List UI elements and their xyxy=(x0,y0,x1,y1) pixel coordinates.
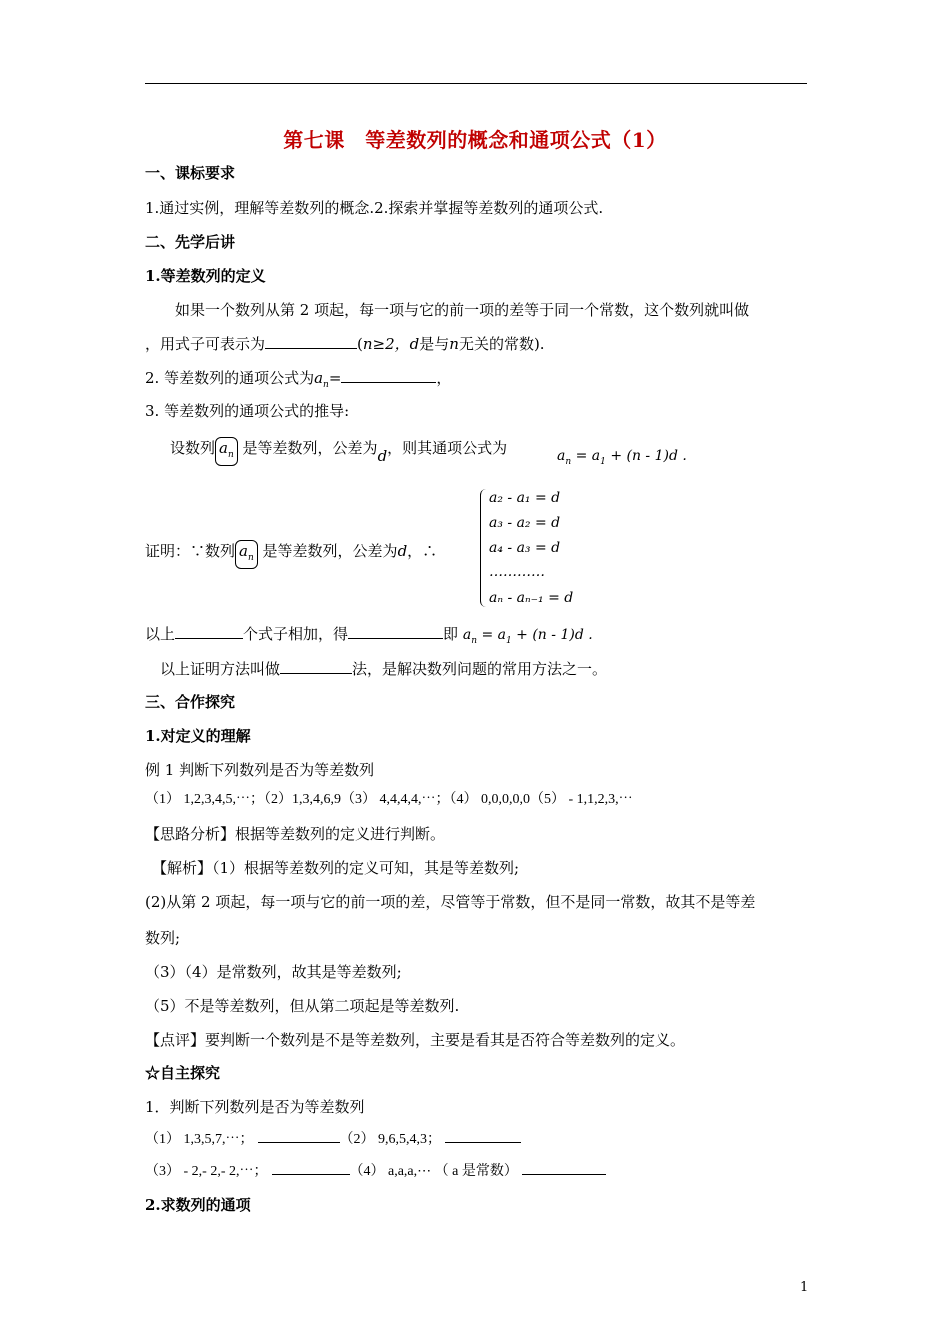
requirement-text: 1.通过实例，理解等差数列的概念.2.探索并掌握等差数列的通项公式. xyxy=(145,199,604,217)
self-study-heading: ☆自主探究 xyxy=(145,1064,221,1082)
blank-self-1[interactable] xyxy=(258,1128,340,1143)
self-study-row-2: （3） - 2,- 2,- 2,⋯； （4） a,a,a,⋯ （ a 是常数） xyxy=(145,1160,606,1182)
example-1: 例 1 判断下列数列是否为等差数列 xyxy=(145,761,375,779)
general-term-line: 2. 等差数列的通项公式为$a_n=$ ， xyxy=(145,369,452,390)
proof-line: 证明：∵数列 $a_n$ 是等差数列，公差为d，∴ xyxy=(145,540,437,569)
general-formula: $a_n = a_1 + (n - 1)d$ . xyxy=(557,448,687,467)
subheading-find-general-term: 2.求数列的通项 xyxy=(145,1196,251,1214)
header-rule xyxy=(145,83,807,84)
equation-3: a₄ - a₃ = d xyxy=(489,540,561,556)
section-heading-2: 二、先学后讲 xyxy=(145,233,236,251)
self-study-row-1: （1） 1,3,5,7,⋯； （2） 9,6,5,4,3； xyxy=(145,1128,521,1150)
section-heading-3: 三、合作探究 xyxy=(145,693,236,711)
blank-self-2[interactable] xyxy=(445,1128,521,1143)
solution-2: (2)从第 2 项起，每一项与它的前一项的差，尽管等于常数，但不是同一常数，故其不是等差 xyxy=(145,893,756,911)
subheading-definition: 1.等差数列的定义 xyxy=(145,267,266,285)
solution-3-4: （3）（4）是常数列，故其是等差数列; xyxy=(145,963,402,981)
analysis: 【思路分析】根据等差数列的定义进行判断。 xyxy=(145,825,446,843)
equation-1: a₂ - a₁ = d xyxy=(489,490,561,506)
sequence-an-proof: $a_n$ xyxy=(235,540,258,569)
blank-method[interactable] xyxy=(280,659,352,674)
blank-general-term[interactable] xyxy=(341,368,436,383)
self-study-question: 1．判断下列数列是否为等差数列 xyxy=(145,1098,365,1116)
sum-line: 以上 个式子相加，得 即 $a_n = a_1 + (n - 1)d$ . xyxy=(145,625,593,646)
solution-2b: 数列; xyxy=(145,929,181,947)
example-1-items: （1） 1,2,3,4,5,⋯；（2）1,3,4,6,9（3） 4,4,4,4,⋯；（4） 0,0,0,0,0（5） - 1,1,2,3,⋯ xyxy=(145,792,633,807)
page-number: 1 xyxy=(800,1280,809,1295)
page-title: 第七课 等差数列的概念和通项公式（1） xyxy=(283,128,667,152)
derivation-statement: 设数列 $a_n$ 是等差数列，公差为d，则其通项公式为 xyxy=(170,439,508,465)
equation-n: aₙ - aₙ₋₁ = d xyxy=(489,590,574,606)
comment: 【点评】要判断一个数列是不是等差数列，主要是看其是否符合等差数列的定义。 xyxy=(145,1031,686,1049)
subheading-understanding: 1.对定义的理解 xyxy=(145,727,251,745)
equation-dots: ………… xyxy=(489,564,545,580)
blank-self-4[interactable] xyxy=(522,1160,606,1175)
blank-formula[interactable] xyxy=(265,334,357,349)
definition-text: 如果一个数列从第 2 项起，每一项与它的前一项的差等于同一个常数，这个数列就叫做 xyxy=(175,301,750,319)
definition-formula-line: ，用式子可表示为 (n≥2，d是与n无关的常数). xyxy=(145,335,545,353)
section-heading-1: 一、课标要求 xyxy=(145,164,236,182)
blank-sum-result[interactable] xyxy=(348,624,443,639)
solution-1: 【解析】（1）根据等差数列的定义可知，其是等差数列; xyxy=(152,859,520,877)
blank-count[interactable] xyxy=(175,624,243,639)
method-line: 以上证明方法叫做 法，是解决数列问题的常用方法之一。 xyxy=(160,660,608,678)
equation-2: a₃ - a₂ = d xyxy=(489,515,561,531)
derivation-heading: 3. 等差数列的通项公式的推导: xyxy=(145,402,350,420)
solution-5: （5）不是等差数列，但从第二项起是等差数列. xyxy=(145,997,460,1015)
sequence-an: $a_n$ xyxy=(215,437,238,466)
blank-self-3[interactable] xyxy=(272,1160,350,1175)
